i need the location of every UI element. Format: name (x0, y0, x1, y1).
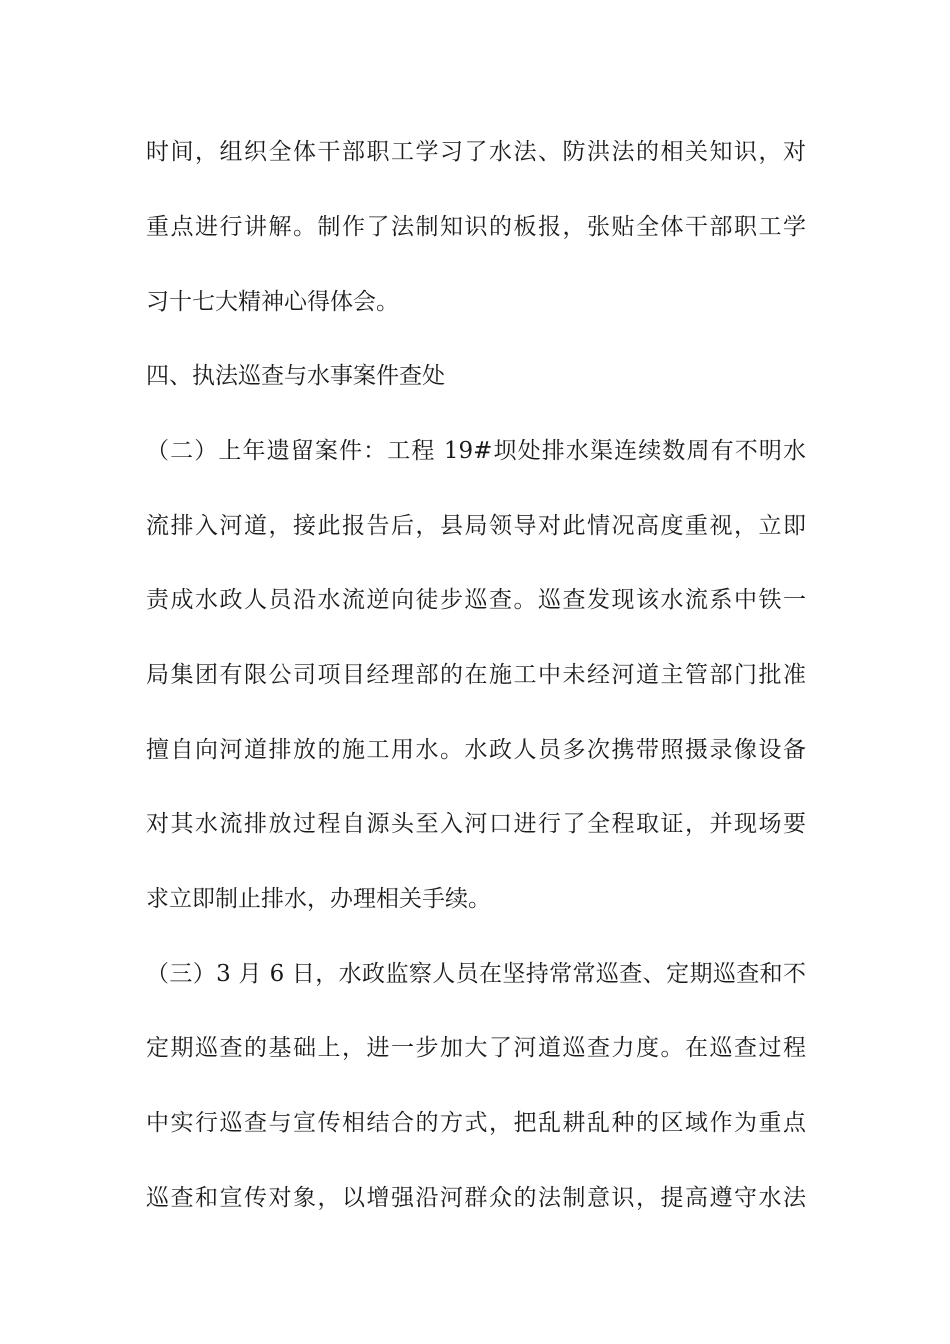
section-heading: 四、执法巡查与水事案件查处 (146, 363, 445, 389)
text-line: 求立即制止排水，办理相关手续。 (146, 886, 491, 912)
text-line: 习十七大精神心得体会。 (146, 289, 399, 315)
text-line: 擅自向河道排放的施工用水。水政人员多次携带照摄录像设备 (146, 737, 806, 763)
text-line: 时间，组织全体干部职工学习了水法、防洪法的相关知识，对 (146, 139, 806, 165)
text-line: 定期巡查的基础上，进一步加大了河道巡查力度。在巡查过程 (146, 1035, 806, 1061)
text-line: 对其水流排放过程自源头至入河口进行了全程取证，并现场要 (146, 811, 806, 837)
text-line: 流排入河道，接此报告后，县局领导对此情况高度重视，立即 (146, 513, 806, 539)
text-line: 责成水政人员沿水流逆向徒步巡查。巡查发现该水流系中铁一 (146, 587, 806, 613)
text-line: 巡查和宣传对象，以增强沿河群众的法制意识，提高遵守水法 (146, 1185, 806, 1211)
text-line: 中实行巡查与宣传相结合的方式，把乱耕乱种的区域作为重点 (146, 1110, 806, 1136)
text-line: （二）上年遗留案件：工程 19#坝处排水渠连续数周有不明水 (146, 438, 806, 464)
text-line: 重点进行讲解。制作了法制知识的板报，张贴全体干部职工学 (146, 214, 806, 240)
text-line: （三）3 月 6 日，水政监察人员在坚持常常巡查、定期巡查和不 (146, 961, 806, 987)
text-line: 局集团有限公司项目经理部的在施工中未经河道主管部门批准 (146, 662, 806, 688)
